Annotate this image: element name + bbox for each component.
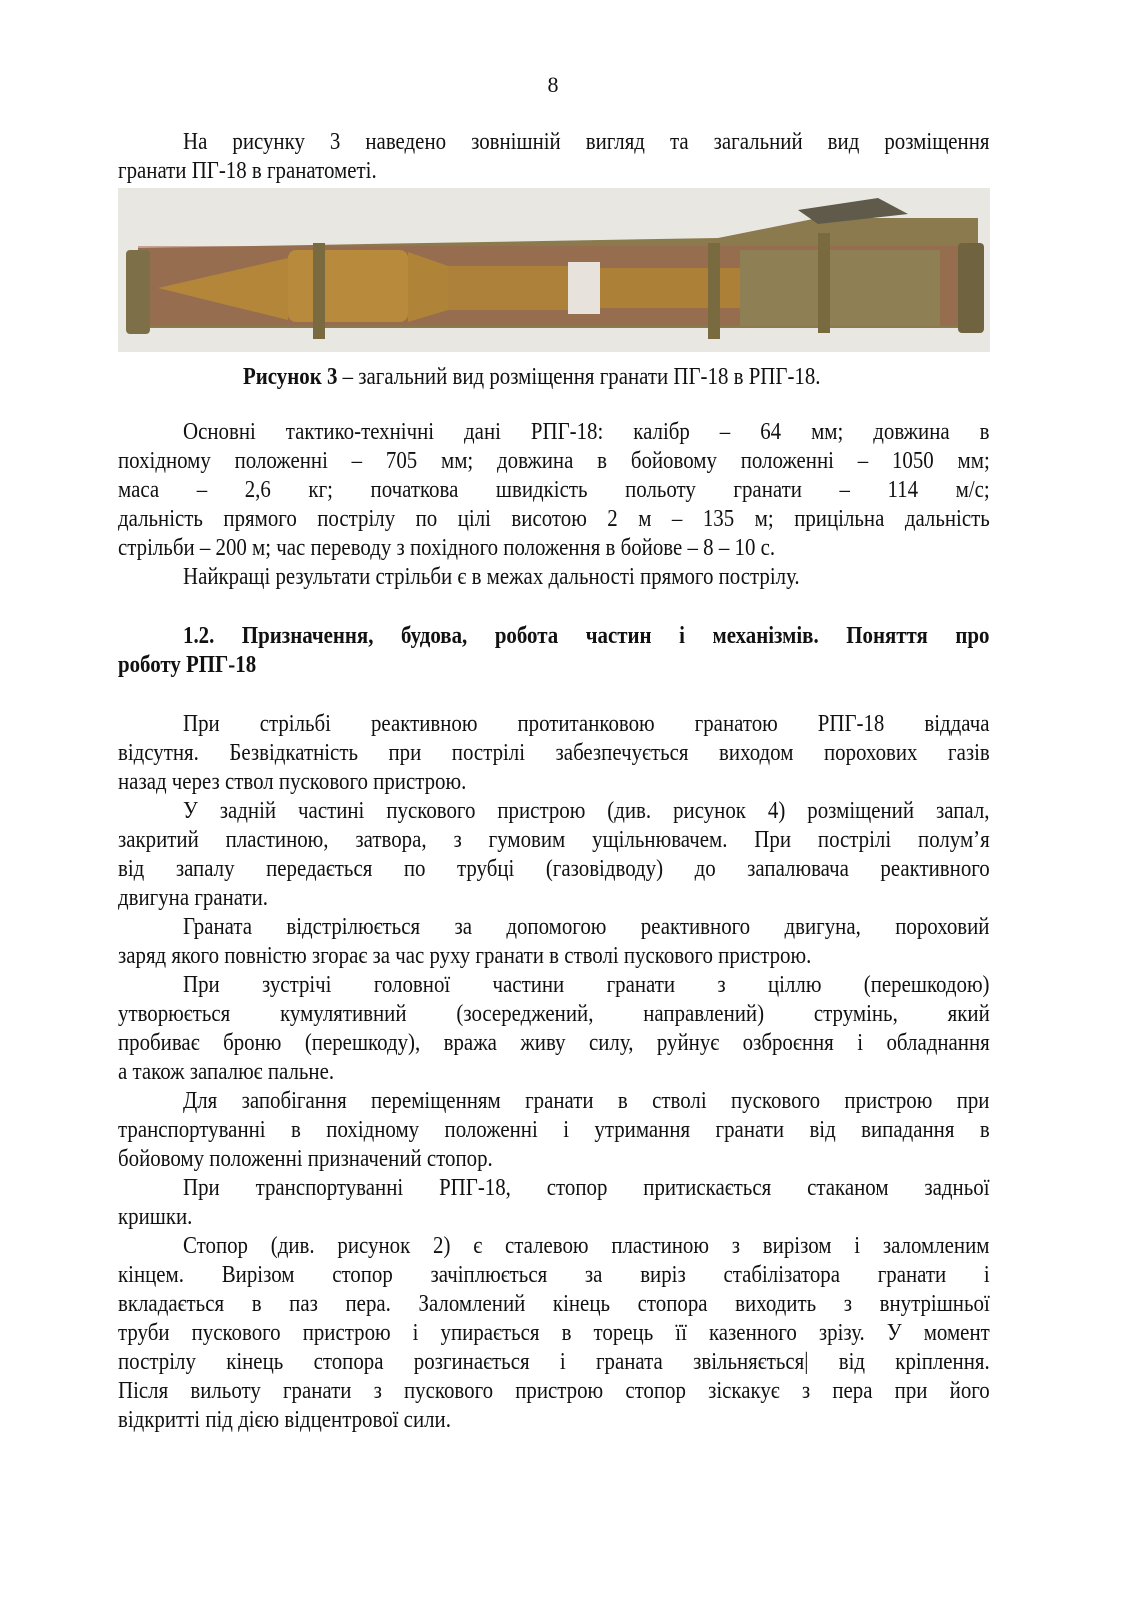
paragraph-line: При зустрічі головної частини гранати з ціллю (перешкодою) <box>183 972 990 998</box>
paragraph-line: двигуна гранати. <box>118 885 269 911</box>
section-heading-line: роботу РПГ-18 <box>118 652 257 678</box>
paragraph-line: При стрільбі реактивною протитанковою гранатою РПГ-18 віддача <box>183 711 990 737</box>
paragraph-line: У задній частині пускового пристрою (див. рисунок 4) розміщений запал, <box>183 798 990 824</box>
paragraph-line: гранати ПГ-18 в гранатометі. <box>118 158 377 184</box>
paragraph-line: маса – 2,6 кг; початкова швидкість польоту гранати – 114 м/с; <box>118 477 990 503</box>
paragraph-line: кінцем. Вирізом стопор зачіплюється за виріз стабілізатора гранати і <box>118 1262 990 1288</box>
paragraph-line: вкладається в паз пера. Заломлений кінець стопора виходить з внутрішньої <box>118 1291 990 1317</box>
paragraph-line: утворюється кумулятивний (зосереджений, направлений) струмінь, який <box>118 1001 990 1027</box>
paragraph-line: від запалу передається по трубці (газовідводу) до запалювача реактивного <box>118 856 990 882</box>
paragraph-line: Граната відстрілюється за допомогою реактивного двигуна, пороховий <box>183 914 990 940</box>
paragraph-line: Після вильоту гранати з пускового пристрою стопор зіскакує з пера при його <box>118 1378 990 1404</box>
paragraph-line: стрільби – 200 м; час переводу з похідного положення в бойове – 8 – 10 с. <box>118 535 776 561</box>
caption-label: Рисунок 3 <box>243 364 338 390</box>
paragraph-line: транспортуванні в похідному положенні і утримання гранати від випадання в <box>118 1117 990 1143</box>
figure-caption <box>243 363 821 392</box>
paragraph-line: Стопор (див. рисунок 2) є сталевою пластиною з вирізом і заломленим <box>183 1233 990 1259</box>
paragraph-line: а також запалює пальне. <box>118 1059 335 1085</box>
figure-rpg18-photo <box>118 188 990 352</box>
paragraph-line: похідному положенні – 705 мм; довжина в бойовому положенні – 1050 мм; <box>118 448 990 474</box>
paragraph-line: Найкращі результати стрільби є в межах дальності прямого пострілу. <box>183 564 800 590</box>
paragraph-line: закритий пластиною, затвора, з гумовим ущільнювачем. При пострілі полум’я <box>118 827 990 853</box>
paragraph-line: дальність прямого пострілу по цілі висотою 2 м – 135 м; прицільна дальність <box>118 506 990 532</box>
paragraph-line: труби пускового пристрою і упирається в торець її казенного зрізу. У момент <box>118 1320 990 1346</box>
paragraph-line: При транспортуванні РПГ-18, стопор притискається стаканом задньої <box>183 1175 990 1201</box>
paragraph-line: бойовому положенні призначений стопор. <box>118 1146 493 1172</box>
paragraph-line: назад через ствол пускового пристрою. <box>118 769 467 795</box>
paragraph-line: На рисунку 3 наведено зовнішній вигляд та загальний вид розміщення <box>183 129 990 155</box>
caption-text: – загальний вид розміщення гранати ПГ-18 в РПГ-18. <box>337 364 821 390</box>
paragraph-line: відкритті під дією відцентрової сили. <box>118 1407 451 1433</box>
paragraph-line: пострілу кінець стопора розгинається і граната звільняється| від кріплення. <box>118 1349 990 1375</box>
paragraph-line: кришки. <box>118 1204 193 1230</box>
page-number: 8 <box>547 72 559 97</box>
paragraph-line: Основні тактико-технічні дані РПГ-18: калібр – 64 мм; довжина в <box>183 419 990 445</box>
paragraph-line: відсутня. Безвідкатність при пострілі забезпечується виходом порохових газів <box>118 740 990 766</box>
section-heading-line: 1.2. Призначення, будова, робота частин і механізмів. Поняття про <box>183 623 990 649</box>
paragraph-line: пробиває броню (перешкоду), вража живу силу, руйнує озброєння і обладнання <box>118 1030 990 1056</box>
paragraph-line: заряд якого повністю згорає за час руху гранати в стволі пускового пристрою. <box>118 943 812 969</box>
paragraph-line: Для запобігання переміщенням гранати в стволі пускового пристрою при <box>183 1088 990 1114</box>
